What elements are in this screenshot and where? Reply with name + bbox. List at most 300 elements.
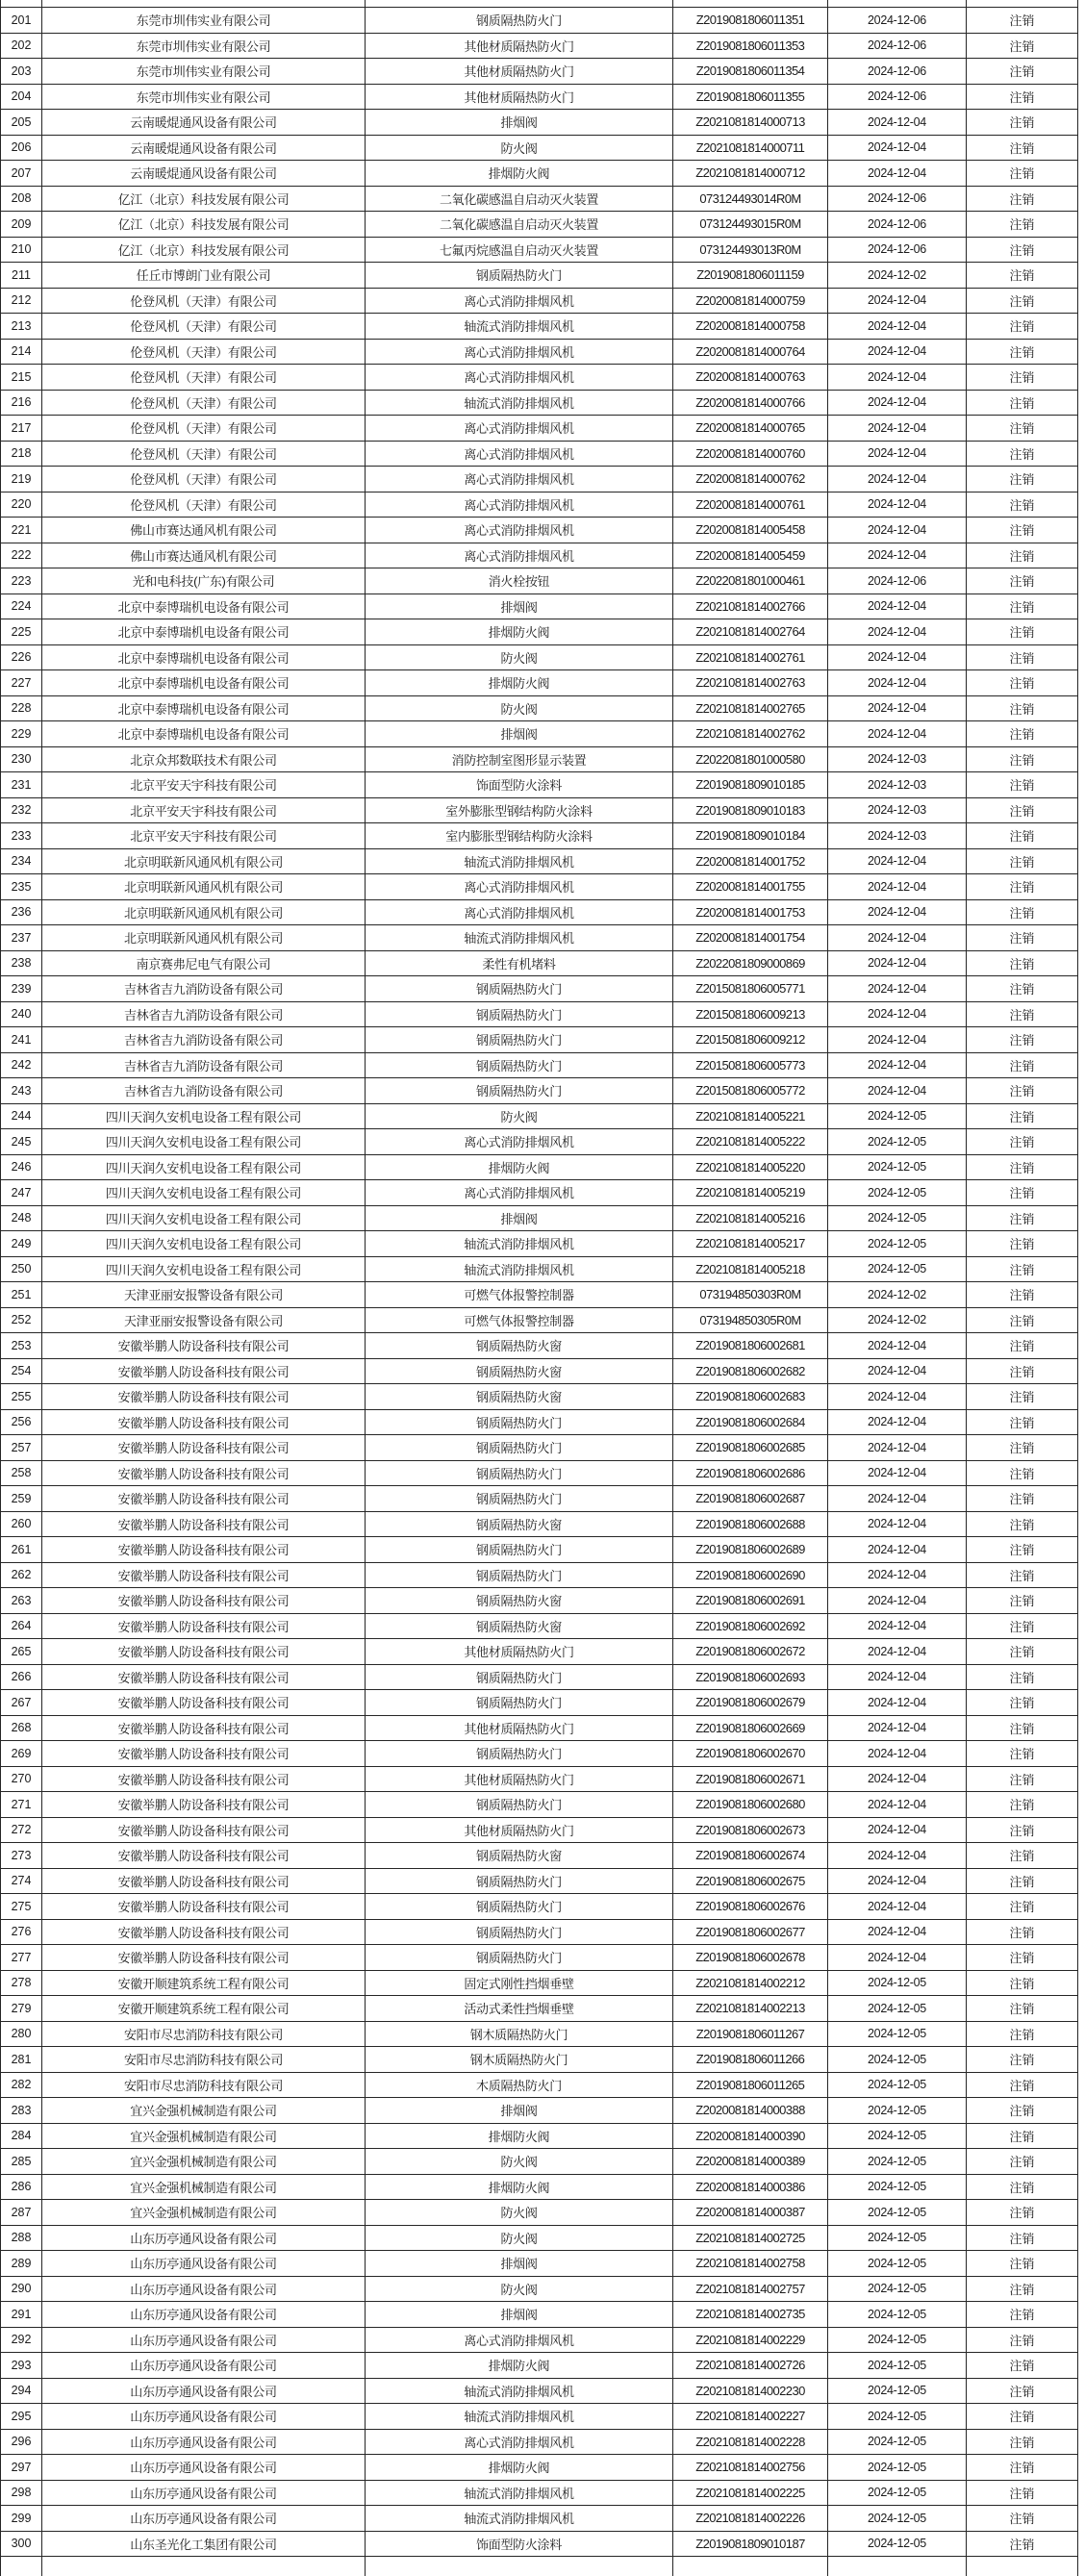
cell-certificate-number: Z2021081814000711 <box>673 136 828 162</box>
cell-company-name: 光和电科技(广东)有限公司 <box>42 568 366 594</box>
table-row <box>1 1282 1079 1308</box>
cell-empty <box>673 2557 828 2576</box>
cell-company-name: 安徽举鹏人防设备科技有限公司 <box>42 1512 366 1538</box>
cell-status-cancelled: 注销 <box>967 696 1078 722</box>
cell-status-cancelled: 注销 <box>967 2430 1078 2456</box>
cell-company-name: 四川天润久安机电设备工程有限公司 <box>42 1231 366 1257</box>
cell-date: 2024-12-05 <box>828 2353 967 2379</box>
cell-date: 2024-12-05 <box>828 2149 967 2175</box>
table-row <box>1 696 1079 722</box>
table-row <box>1 1435 1079 1461</box>
cell-company-name: 安徽举鹏人防设备科技有限公司 <box>42 1435 366 1461</box>
cell-date: 2024-12-04 <box>828 1639 967 1665</box>
cell-product-name: 钢质隔热防火窗 <box>366 1333 673 1359</box>
cell-serial-number: 260 <box>1 1512 42 1538</box>
cell-serial-number: 206 <box>1 136 42 162</box>
table-row <box>1 1231 1079 1257</box>
cell-status-cancelled: 注销 <box>967 467 1078 492</box>
cell-status-cancelled: 注销 <box>967 721 1078 747</box>
cell-certificate-number: Z2021081814000713 <box>673 110 828 136</box>
table-row <box>1 1690 1079 1716</box>
cell-company-name: 安徽举鹏人防设备科技有限公司 <box>42 1818 366 1844</box>
cell-company-name: 安徽举鹏人防设备科技有限公司 <box>42 1537 366 1563</box>
table-row <box>1 263 1079 289</box>
table-row <box>1 568 1079 594</box>
cell-serial-number: 221 <box>1 518 42 543</box>
cell-status-cancelled: 注销 <box>967 1741 1078 1767</box>
table-row <box>1 1410 1079 1436</box>
cell-date: 2024-12-04 <box>828 1690 967 1716</box>
cell-certificate-number: Z2019081806002686 <box>673 1461 828 1487</box>
cell-status-cancelled: 注销 <box>967 2226 1078 2252</box>
cell-product-name: 其他材质隔热防火门 <box>366 1639 673 1665</box>
cell-product-name: 离心式消防排烟风机 <box>366 467 673 492</box>
cell-company-name: 安徽举鹏人防设备科技有限公司 <box>42 1869 366 1895</box>
cell-status-cancelled: 注销 <box>967 1690 1078 1716</box>
cell-serial-number: 290 <box>1 2277 42 2303</box>
cell-serial-number: 234 <box>1 849 42 875</box>
cell-certificate-number: Z2020081814000763 <box>673 365 828 391</box>
cell-date: 2024-12-05 <box>828 2251 967 2277</box>
cell-serial-number: 235 <box>1 874 42 900</box>
cell-company-name: 北京明联新风通风机有限公司 <box>42 874 366 900</box>
cell-company-name: 东莞市圳伟实业有限公司 <box>42 59 366 85</box>
cell-product-name: 离心式消防排烟风机 <box>366 1129 673 1155</box>
cell-certificate-number: Z2020081814000758 <box>673 314 828 340</box>
cell-company-name: 北京平安天宇科技有限公司 <box>42 823 366 849</box>
cell-product-name: 离心式消防排烟风机 <box>366 289 673 315</box>
table-row <box>1 2481 1079 2507</box>
cell-certificate-number: Z2019081806011353 <box>673 34 828 60</box>
cell-company-name: 北京平安天宇科技有限公司 <box>42 772 366 798</box>
cell-status-cancelled: 注销 <box>967 1818 1078 1844</box>
cell-serial-number: 255 <box>1 1384 42 1410</box>
cell-company-name: 安徽举鹏人防设备科技有限公司 <box>42 1843 366 1869</box>
cell-company-name: 北京中泰博瑞机电设备有限公司 <box>42 619 366 645</box>
table-row <box>1 670 1079 696</box>
cell-status-cancelled: 注销 <box>967 2022 1078 2048</box>
cell-date: 2024-12-05 <box>828 2302 967 2328</box>
cell-serial-number: 275 <box>1 1894 42 1920</box>
cell-serial-number: 248 <box>1 1206 42 1232</box>
cell-product-name: 钢质隔热防火门 <box>366 1027 673 1053</box>
cell-certificate-number: Z2021081814002756 <box>673 2455 828 2481</box>
table-row <box>1 2022 1079 2048</box>
cell-serial-number: 268 <box>1 1716 42 1742</box>
cell-serial-number: 295 <box>1 2404 42 2430</box>
cell-certificate-number: Z2019081806002672 <box>673 1639 828 1665</box>
cell-company-name: 北京明联新风通风机有限公司 <box>42 900 366 926</box>
table-row <box>1 874 1079 900</box>
cell-serial-number: 231 <box>1 772 42 798</box>
cell-company-name: 安阳市尽忠消防科技有限公司 <box>42 2073 366 2099</box>
cell-date: 2024-12-04 <box>828 1588 967 1614</box>
cell-empty <box>1 2557 42 2576</box>
cell-date: 2024-12-04 <box>828 1002 967 1028</box>
cell-company-name: 亿江（北京）科技发展有限公司 <box>42 238 366 264</box>
table-row <box>1 187 1079 213</box>
cell-serial-number: 250 <box>1 1257 42 1283</box>
cell-status-cancelled: 注销 <box>967 340 1078 366</box>
cell-status-cancelled: 注销 <box>967 365 1078 391</box>
table-row <box>1 1588 1079 1614</box>
cell-company-name: 伦登风机（天津）有限公司 <box>42 467 366 492</box>
table-row <box>1 2226 1079 2252</box>
cell-product-name: 排烟防火阀 <box>366 161 673 187</box>
cell-status-cancelled: 注销 <box>967 1894 1078 1920</box>
cell-status-cancelled: 注销 <box>967 900 1078 926</box>
cell-company-name: 安阳市尽忠消防科技有限公司 <box>42 2022 366 2048</box>
cell-company-name: 伦登风机（天津）有限公司 <box>42 492 366 518</box>
cell-status-cancelled: 注销 <box>967 212 1078 238</box>
table-row <box>1 1359 1079 1385</box>
cell-certificate-number: Z2021081814002757 <box>673 2277 828 2303</box>
cell-product-name: 离心式消防排烟风机 <box>366 543 673 569</box>
cell-serial-number: 209 <box>1 212 42 238</box>
table-row <box>1 1206 1079 1232</box>
cell-status-cancelled: 注销 <box>967 849 1078 875</box>
table-row <box>1 1996 1079 2022</box>
cell-status-cancelled: 注销 <box>967 1155 1078 1181</box>
table-row <box>1 2430 1079 2456</box>
table-row <box>1 2379 1079 2405</box>
cell-product-name: 排烟防火阀 <box>366 2455 673 2481</box>
cell-product-name: 防火阀 <box>366 696 673 722</box>
cell-certificate-number: Z2019081806011351 <box>673 8 828 34</box>
cell-product-name: 柔性有机堵料 <box>366 951 673 977</box>
cell-date: 2024-12-06 <box>828 34 967 60</box>
cell-product-name: 离心式消防排烟风机 <box>366 416 673 442</box>
cell-product-name: 钢质隔热防火门 <box>366 1869 673 1895</box>
cell-certificate-number: Z2022081809000869 <box>673 951 828 977</box>
cell-certificate-number: Z2020081814005459 <box>673 543 828 569</box>
cell-status-cancelled: 注销 <box>967 1231 1078 1257</box>
cell-date: 2024-12-04 <box>828 1716 967 1742</box>
cell-serial-number: 238 <box>1 951 42 977</box>
cell-date: 2024-12-02 <box>828 1308 967 1334</box>
cell-certificate-number: Z2019081806002688 <box>673 1512 828 1538</box>
cell-status-cancelled: 注销 <box>967 1078 1078 1104</box>
cell-certificate-number: Z2021081814002229 <box>673 2328 828 2354</box>
cell-serial-number: 284 <box>1 2124 42 2150</box>
cell-product-name: 离心式消防排烟风机 <box>366 1180 673 1206</box>
cell-company-name: 山东历亭通风设备有限公司 <box>42 2226 366 2252</box>
table-row <box>1 1741 1079 1767</box>
cell-date: 2024-12-04 <box>828 492 967 518</box>
cell-serial-number: 297 <box>1 2455 42 2481</box>
cell-date: 2024-12-04 <box>828 1614 967 1640</box>
cell-date: 2024-12-04 <box>828 1843 967 1869</box>
table-row <box>1 442 1079 467</box>
cell-status-cancelled: 注销 <box>967 1971 1078 1997</box>
cell-date: 2024-12-04 <box>828 365 967 391</box>
cell-date: 2024-12-04 <box>828 391 967 417</box>
cell-certificate-number: Z2019081806002685 <box>673 1435 828 1461</box>
cell-serial-number: 272 <box>1 1818 42 1844</box>
table-row <box>1 1384 1079 1410</box>
cell-product-name: 轴流式消防排烟风机 <box>366 314 673 340</box>
cell-product-name: 轴流式消防排烟风机 <box>366 1257 673 1283</box>
cell-status-cancelled: 注销 <box>967 1384 1078 1410</box>
cell-date: 2024-12-04 <box>828 442 967 467</box>
cell-product-name: 防火阀 <box>366 136 673 162</box>
cell-date: 2024-12-04 <box>828 1435 967 1461</box>
cell-company-name: 安徽举鹏人防设备科技有限公司 <box>42 1920 366 1946</box>
cell-product-name: 排烟防火阀 <box>366 2124 673 2150</box>
cell-date: 2024-12-03 <box>828 772 967 798</box>
cell-status-cancelled: 注销 <box>967 1308 1078 1334</box>
cell-product-name: 钢质隔热防火窗 <box>366 1843 673 1869</box>
cell-product-name: 轴流式消防排烟风机 <box>366 2404 673 2430</box>
cell-product-name: 钢质隔热防火窗 <box>366 1384 673 1410</box>
cell-serial-number: 246 <box>1 1155 42 1181</box>
cell-serial-number: 247 <box>1 1180 42 1206</box>
cell-product-name: 钢质隔热防火窗 <box>366 1588 673 1614</box>
table-row <box>1 1920 1079 1946</box>
cell-certificate-number: Z2020081814000760 <box>673 442 828 467</box>
cell-status-cancelled: 注销 <box>967 1282 1078 1308</box>
cell-product-name: 轴流式消防排烟风机 <box>366 391 673 417</box>
table-row <box>1 1308 1079 1334</box>
cell-product-name: 排烟防火阀 <box>366 2353 673 2379</box>
table-row <box>1 1104 1079 1130</box>
cell-company-name: 安徽举鹏人防设备科技有限公司 <box>42 1461 366 1487</box>
cell-date: 2024-12-05 <box>828 1206 967 1232</box>
cell-date: 2024-12-04 <box>828 1818 967 1844</box>
cell-serial-number: 270 <box>1 1767 42 1793</box>
cell-company-name: 宜兴金强机械制造有限公司 <box>42 2200 366 2226</box>
cell-serial-number: 218 <box>1 442 42 467</box>
cell-status-cancelled: 注销 <box>967 951 1078 977</box>
cell-certificate-number: Z2019081806002669 <box>673 1716 828 1742</box>
cell-status-cancelled: 注销 <box>967 874 1078 900</box>
cell-serial-number: 271 <box>1 1792 42 1818</box>
cell-company-name: 伦登风机（天津）有限公司 <box>42 391 366 417</box>
cell-serial-number: 283 <box>1 2098 42 2124</box>
cell-product-name: 钢质隔热防火门 <box>366 1410 673 1436</box>
cell-product-name: 其他材质隔热防火门 <box>366 1818 673 1844</box>
cell-serial-number: 217 <box>1 416 42 442</box>
cell-status-cancelled: 注销 <box>967 416 1078 442</box>
table-row <box>1 1945 1079 1971</box>
cell-company-name: 山东圣光化工集团有限公司 <box>42 2532 366 2558</box>
cell-date: 2024-12-04 <box>828 110 967 136</box>
cell-company-name: 安徽举鹏人防设备科技有限公司 <box>42 1716 366 1742</box>
table-row <box>1 2353 1079 2379</box>
cell-date: 2024-12-06 <box>828 59 967 85</box>
cell-status-cancelled: 注销 <box>967 391 1078 417</box>
cell-product-name: 防火阀 <box>366 2200 673 2226</box>
cell-date: 2024-12-05 <box>828 2073 967 2099</box>
cell-date: 2024-12-04 <box>828 1512 967 1538</box>
cell-company-name: 吉林省吉九消防设备有限公司 <box>42 1053 366 1079</box>
cell-product-name: 钢木质隔热防火门 <box>366 2022 673 2048</box>
cell-certificate-number: Z2021081814002735 <box>673 2302 828 2328</box>
cell-product-name: 离心式消防排烟风机 <box>366 340 673 366</box>
cell-serial-number: 289 <box>1 2251 42 2277</box>
table-row <box>1 1155 1079 1181</box>
cell-certificate-number: Z2019081806002693 <box>673 1665 828 1691</box>
cell-serial-number: 254 <box>1 1359 42 1385</box>
cell-date: 2024-12-05 <box>828 1257 967 1283</box>
cell-product-name: 防火阀 <box>366 2277 673 2303</box>
cell-date: 2024-12-05 <box>828 2175 967 2201</box>
cell-serial-number: 273 <box>1 1843 42 1869</box>
cell-status-cancelled: 注销 <box>967 1843 1078 1869</box>
cell-serial-number: 243 <box>1 1078 42 1104</box>
cell-date: 2024-12-05 <box>828 2328 967 2354</box>
cell-company-name: 四川天润久安机电设备工程有限公司 <box>42 1206 366 1232</box>
cell-status-cancelled: 注销 <box>967 85 1078 111</box>
cell-empty <box>828 2557 967 2576</box>
cell-serial-number: 266 <box>1 1665 42 1691</box>
table-row <box>1 798 1079 824</box>
cell-product-name: 其他材质隔热防火门 <box>366 34 673 60</box>
cell-product-name: 钢质隔热防火门 <box>366 1665 673 1691</box>
cell-serial-number: 263 <box>1 1588 42 1614</box>
cell-date: 2024-12-04 <box>828 161 967 187</box>
cell-serial-number: 240 <box>1 1002 42 1028</box>
cell-product-name: 钢质隔热防火门 <box>366 1563 673 1589</box>
cell-serial-number: 300 <box>1 2532 42 2558</box>
table-row <box>1 1461 1079 1487</box>
cell-date: 2024-12-04 <box>828 1869 967 1895</box>
table-row <box>1 467 1079 492</box>
cell-date: 2024-12-04 <box>828 289 967 315</box>
cell-serial-number: 286 <box>1 2175 42 2201</box>
cell-serial-number: 293 <box>1 2353 42 2379</box>
cell-company-name: 安徽举鹏人防设备科技有限公司 <box>42 1486 366 1512</box>
cell-date: 2024-12-03 <box>828 798 967 824</box>
cell-serial-number: 259 <box>1 1486 42 1512</box>
cell-company-name: 伦登风机（天津）有限公司 <box>42 289 366 315</box>
cell-date: 2024-12-04 <box>828 619 967 645</box>
cell-certificate-number: Z2019081806002671 <box>673 1767 828 1793</box>
cell-date: 2024-12-04 <box>828 696 967 722</box>
cell-company-name: 安徽举鹏人防设备科技有限公司 <box>42 1614 366 1640</box>
cell-date: 2024-12-04 <box>828 543 967 569</box>
cell-company-name: 安徽举鹏人防设备科技有限公司 <box>42 1563 366 1589</box>
cell-date: 2024-12-04 <box>828 645 967 671</box>
table-row <box>1 849 1079 875</box>
table-row <box>1 238 1079 264</box>
cell-certificate-number: Z2020081814000761 <box>673 492 828 518</box>
cell-company-name: 北京中泰博瑞机电设备有限公司 <box>42 696 366 722</box>
table-row <box>1 1486 1079 1512</box>
cell-date: 2024-12-04 <box>828 976 967 1002</box>
cell-date: 2024-12-05 <box>828 1155 967 1181</box>
table-row <box>1 1767 1079 1793</box>
cell-date: 2024-12-04 <box>828 1333 967 1359</box>
cell-company-name: 天津亚丽安报警设备有限公司 <box>42 1282 366 1308</box>
cell-serial-number: 285 <box>1 2149 42 2175</box>
cell-company-name: 安徽举鹏人防设备科技有限公司 <box>42 1588 366 1614</box>
cell-company-name: 四川天润久安机电设备工程有限公司 <box>42 1104 366 1130</box>
cell-serial-number: 220 <box>1 492 42 518</box>
cell-product-name: 二氧化碳感温自启动灭火装置 <box>366 187 673 213</box>
cell-date: 2024-12-04 <box>828 1894 967 1920</box>
cell-serial-number: 296 <box>1 2430 42 2456</box>
cell-serial-number: 202 <box>1 34 42 60</box>
cell-product-name: 钢质隔热防火门 <box>366 1690 673 1716</box>
cell-status-cancelled: 注销 <box>967 1869 1078 1895</box>
cell-serial-number: 265 <box>1 1639 42 1665</box>
cell-serial-number: 264 <box>1 1614 42 1640</box>
cell-certificate-number: 073194850303R0M <box>673 1282 828 1308</box>
table-row <box>1 2277 1079 2303</box>
cell-certificate-number: Z2015081806009213 <box>673 1002 828 1028</box>
table-row <box>1 1971 1079 1997</box>
cell-product-name: 木质隔热防火门 <box>366 2073 673 2099</box>
cell-product-name: 钢质隔热防火门 <box>366 976 673 1002</box>
table-row <box>1 1180 1079 1206</box>
cell-status-cancelled: 注销 <box>967 2047 1078 2073</box>
cell-serial-number: 227 <box>1 670 42 696</box>
cell-date: 2024-12-06 <box>828 85 967 111</box>
cell-serial-number: 214 <box>1 340 42 366</box>
cell-certificate-number: Z2019081806002675 <box>673 1869 828 1895</box>
cell-status-cancelled: 注销 <box>967 1104 1078 1130</box>
cell-company-name: 四川天润久安机电设备工程有限公司 <box>42 1129 366 1155</box>
table-row <box>1 8 1079 34</box>
cell-serial-number: 225 <box>1 619 42 645</box>
cell-status-cancelled: 注销 <box>967 798 1078 824</box>
table-row <box>1 594 1079 620</box>
cell-certificate-number: Z2020081814000386 <box>673 2175 828 2201</box>
cell-company-name: 佛山市赛达通风机有限公司 <box>42 543 366 569</box>
cell-serial-number: 208 <box>1 187 42 213</box>
cell-company-name: 伦登风机（天津）有限公司 <box>42 340 366 366</box>
cell-status-cancelled: 注销 <box>967 670 1078 696</box>
cell-status-cancelled: 注销 <box>967 289 1078 315</box>
cell-date: 2024-12-06 <box>828 187 967 213</box>
cell-date: 2024-12-04 <box>828 849 967 875</box>
cell-company-name: 伦登风机（天津）有限公司 <box>42 365 366 391</box>
cell-date: 2024-12-04 <box>828 1359 967 1385</box>
cell-date: 2024-12-04 <box>828 1945 967 1971</box>
cell-certificate-number: Z2022081801000580 <box>673 747 828 773</box>
cell-empty <box>967 2557 1078 2576</box>
cell-company-name: 安徽举鹏人防设备科技有限公司 <box>42 1359 366 1385</box>
cell-date: 2024-12-04 <box>828 900 967 926</box>
cell-status-cancelled: 注销 <box>967 2481 1078 2507</box>
cell-certificate-number: Z2019081806011159 <box>673 263 828 289</box>
cell-product-name: 排烟防火阀 <box>366 2175 673 2201</box>
cell-product-name: 钢质隔热防火门 <box>366 1741 673 1767</box>
table-row <box>1 645 1079 671</box>
cell-serial-number: 211 <box>1 263 42 289</box>
cell-company-name: 东莞市圳伟实业有限公司 <box>42 85 366 111</box>
cell-product-name: 饰面型防火涂料 <box>366 772 673 798</box>
table-row <box>1 1027 1079 1053</box>
cell-serial-number: 228 <box>1 696 42 722</box>
cell-status-cancelled: 注销 <box>967 2149 1078 2175</box>
cell-company-name: 南京赛弗尼电气有限公司 <box>42 951 366 977</box>
cell-serial-number: 229 <box>1 721 42 747</box>
cell-certificate-number: Z2021081814002230 <box>673 2379 828 2405</box>
cell-product-name: 二氧化碳感温自启动灭火装置 <box>366 212 673 238</box>
table-row <box>1 1614 1079 1640</box>
cell-company-name: 北京中泰博瑞机电设备有限公司 <box>42 670 366 696</box>
cell-product-name: 排烟阀 <box>366 110 673 136</box>
cell-certificate-number: Z2020081814005458 <box>673 518 828 543</box>
cell-serial-number: 207 <box>1 161 42 187</box>
cell-company-name: 云南暖焜通风设备有限公司 <box>42 110 366 136</box>
cell-certificate-number: Z2020081814000765 <box>673 416 828 442</box>
cell-date: 2024-12-05 <box>828 2124 967 2150</box>
cell-product-name: 离心式消防排烟风机 <box>366 900 673 926</box>
cell-product-name: 室外膨胀型钢结构防火涂料 <box>366 798 673 824</box>
